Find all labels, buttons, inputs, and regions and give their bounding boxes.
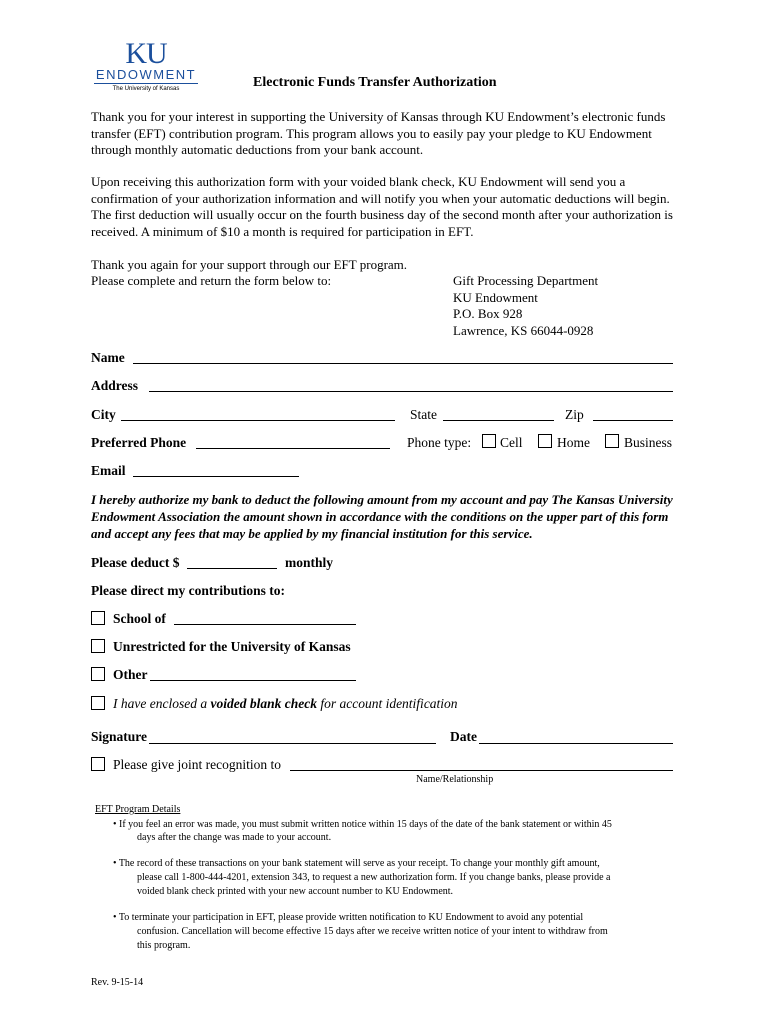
- email-label: Email: [91, 463, 126, 478]
- joint-recognition-field[interactable]: [290, 770, 673, 771]
- deduct-label: Please deduct $: [91, 555, 180, 570]
- return-instruction: Please complete and return the form below to:: [91, 273, 332, 288]
- detail-item-cont: this program.: [137, 940, 191, 951]
- detail-item-cont: please call 1-800-444-4201, extension 343, to request a new authorization form. If you change banks, please provide a: [137, 872, 611, 883]
- enclosed-post: for account identification: [316, 696, 458, 711]
- thanks-text: Thank you again for your support through our EFT program.: [91, 257, 408, 272]
- address-line: P.O. Box 928: [453, 306, 523, 321]
- voided-check-checkbox[interactable]: [91, 696, 105, 710]
- logo-ku: KU: [125, 37, 167, 70]
- joint-recognition-label: Please give joint recognition to: [113, 757, 281, 772]
- detail-item: • To terminate your participation in EFT, please provide written notification to KU Endowment to avoid any potential: [113, 912, 584, 923]
- name-label: Name: [91, 350, 125, 365]
- confirmation-paragraph: Upon receiving this authorization form with your voided blank check, KU Endowment will send you a confirmation of your authorization information and will notify you when your automatic deductions will begin. The first deduction will usually occur on the fourth business day of the second month after your authorization is received. A minimum of $10 a month is required for participation in EFT.: [91, 174, 673, 239]
- ku-endowment-logo: [91, 37, 201, 94]
- name-field[interactable]: [133, 363, 673, 364]
- details-title: EFT Program Details: [95, 804, 181, 815]
- detail-item: • The record of these transactions on your bank statement will serve as your receipt. To change your monthly gift amount,: [113, 858, 600, 869]
- address-line: Gift Processing Department: [453, 273, 599, 288]
- signature-field[interactable]: [149, 743, 436, 744]
- school-checkbox[interactable]: [91, 611, 105, 625]
- address-line: KU Endowment: [453, 289, 538, 305]
- phone-type-label: Phone type:: [407, 435, 472, 450]
- enclosed-pre: I have enclosed a: [113, 696, 211, 711]
- detail-item-cont: confusion. Cancellation will become effective 15 days after we receive written notice of your intent to withdraw from: [137, 926, 608, 937]
- zip-label: Zip: [565, 407, 584, 422]
- home-checkbox[interactable]: [538, 434, 552, 448]
- school-label: School of: [113, 611, 166, 626]
- other-label: Other: [113, 667, 148, 682]
- address-label: Address: [91, 378, 139, 393]
- cell-label: Cell: [500, 435, 523, 450]
- phone-field[interactable]: [196, 448, 390, 449]
- school-field[interactable]: [174, 624, 356, 625]
- logo-endowment: ENDOWMENT: [95, 67, 197, 82]
- unrestricted-label: Unrestricted for the University of Kansas: [113, 639, 351, 654]
- phone-label: Preferred Phone: [91, 435, 187, 450]
- city-field[interactable]: [121, 420, 395, 421]
- state-field[interactable]: [443, 420, 554, 421]
- direct-heading: Please direct my contributions to:: [91, 583, 285, 598]
- business-label: Business: [624, 435, 673, 450]
- logo-subtitle: The University of Kansas: [112, 86, 180, 92]
- revision-date: Rev. 9-15-14: [91, 977, 144, 988]
- page-title: Electronic Funds Transfer Authorization: [253, 75, 497, 90]
- intro-paragraph: Thank you for your interest in supporting the University of Kansas through KU Endowment’s electronic funds transfer (EFT) contribution program. This program allows you to easily pay your pledge to KU Endowment through monthly automatic deductions from your bank account.: [91, 109, 666, 157]
- detail-item-cont: voided blank check printed with your new account number to KU Endowment.: [137, 886, 454, 897]
- signature-label: Signature: [91, 729, 148, 744]
- joint-recognition-checkbox[interactable]: [91, 757, 105, 771]
- detail-item: • If you feel an error was made, you must submit written notice within 15 days of the date of the bank statement or within 45: [113, 819, 612, 830]
- enclosed-emphasis: voided blank check: [210, 696, 317, 711]
- home-label: Home: [557, 435, 590, 450]
- city-label: City: [91, 407, 116, 422]
- cell-checkbox[interactable]: [482, 434, 496, 448]
- state-label: State: [410, 407, 437, 422]
- address-line: Lawrence, KS 66044-0928: [453, 322, 594, 338]
- business-checkbox[interactable]: [605, 434, 619, 448]
- date-label: Date: [450, 729, 477, 744]
- zip-field[interactable]: [593, 420, 673, 421]
- deduct-amount-field[interactable]: [187, 568, 277, 569]
- detail-item-cont: days after the change was made to your account.: [137, 832, 332, 843]
- mailing-address: [453, 273, 598, 339]
- joint-caption: Name/Relationship: [416, 774, 494, 785]
- other-checkbox[interactable]: [91, 667, 105, 681]
- email-field[interactable]: [133, 476, 299, 477]
- unrestricted-checkbox[interactable]: [91, 639, 105, 653]
- date-field[interactable]: [479, 743, 673, 744]
- logo-rule: [94, 83, 198, 84]
- other-field[interactable]: [150, 680, 356, 681]
- address-field[interactable]: [149, 391, 673, 392]
- authorization-statement: I hereby authorize my bank to deduct the following amount from my account and pay The Kansas University Endowment Association the amount shown in accordance with the conditions on the upper part of this form and accept any fees that may be applied by my financial institution for this service.: [91, 492, 673, 541]
- monthly-label: monthly: [285, 555, 334, 570]
- voided-check-label: [113, 696, 458, 712]
